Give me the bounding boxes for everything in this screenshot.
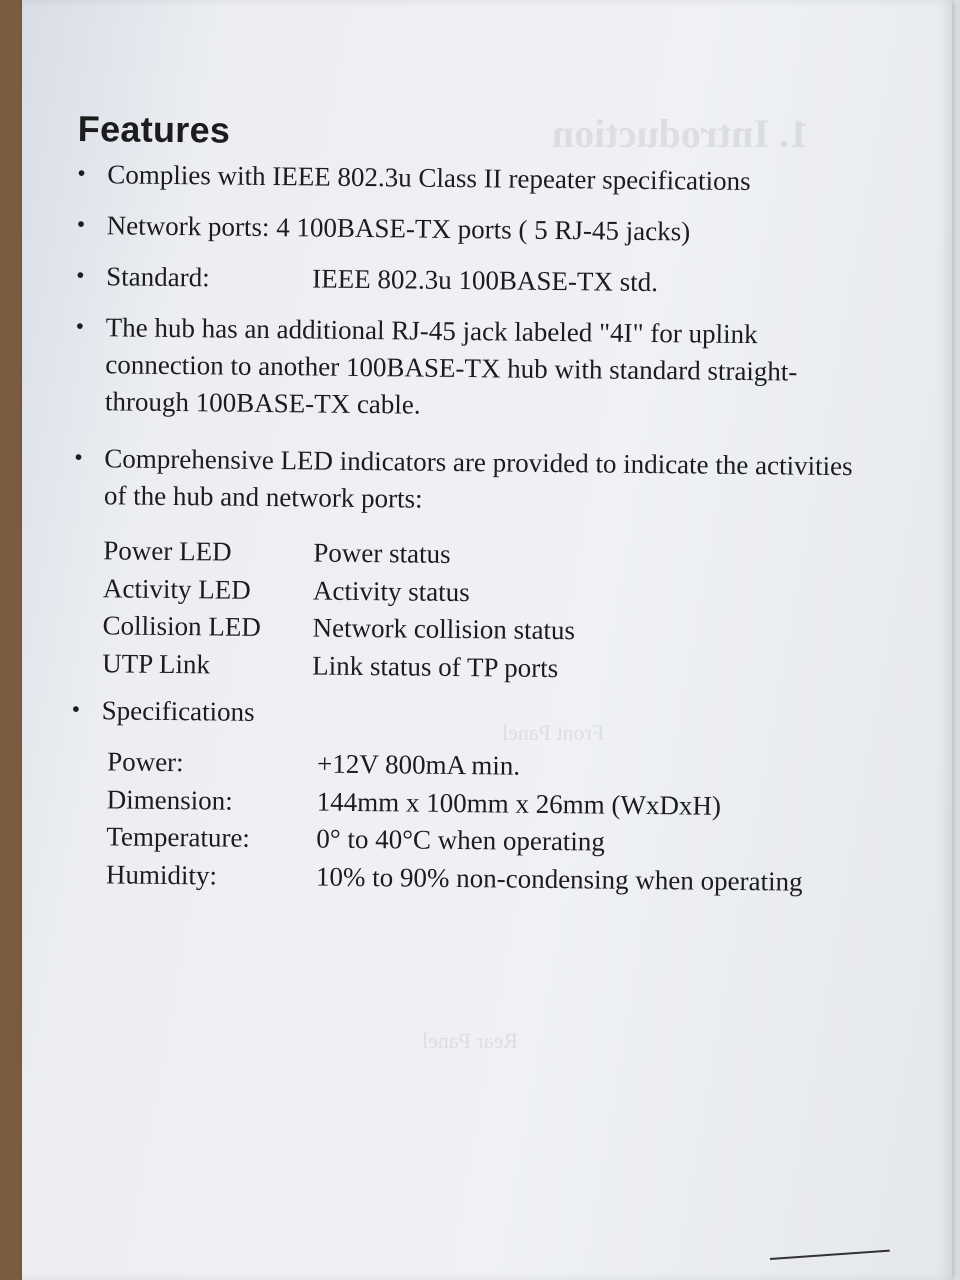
features-section <box>70 108 898 912</box>
spec-value: +12V 800mA min. <box>316 748 521 781</box>
bullet-led-indicators: • Comprehensive LED indicators are provided to indicate the activities of the hub and network ports: <box>74 440 865 522</box>
bullet-specifications: • Specifications <box>71 692 891 738</box>
led-name: Power LED <box>103 535 232 567</box>
show-through-caption-rear: Rear Panel <box>422 1028 518 1053</box>
show-through-title: 1. Introduction <box>552 111 810 156</box>
spec-name: Temperature: <box>106 821 251 853</box>
spec-value: 10% to 90% non-condensing when operating <box>315 861 803 897</box>
bullet-standard <box>76 258 896 304</box>
led-desc: Link status of TP ports <box>312 649 559 683</box>
led-desc: Power status <box>313 537 451 569</box>
led-name: UTP Link <box>102 647 211 679</box>
features-heading: Features <box>77 108 231 151</box>
specs-table <box>106 743 892 901</box>
spec-name: Dimension: <box>106 783 233 816</box>
led-name: Activity LED <box>102 572 251 605</box>
spec-value: 144mm x 100mm x 26mm (WxDxH) <box>316 786 722 821</box>
led-table <box>102 532 894 690</box>
standard-value: IEEE 802.3u 100BASE-TX std. <box>312 263 659 298</box>
led-desc: Network collision status <box>312 612 576 646</box>
show-through-caption-front: Front Panel <box>502 720 605 745</box>
bullet-compliance: • Complies with IEEE 802.3u Class II repeater specifications <box>77 156 897 202</box>
led-name: Collision LED <box>102 610 261 642</box>
spec-name: Power: <box>107 746 184 778</box>
bullet-network-ports: • Network ports: 4 100BASE-TX ports ( 5 RJ-45 jacks) <box>77 207 897 253</box>
spec-name: Humidity: <box>105 858 218 890</box>
standard-label: • Standard: <box>106 261 210 293</box>
led-desc: Activity status <box>312 574 470 607</box>
spec-value: 0° to 40°C when operating <box>316 823 606 857</box>
bullet-uplink: • The hub has an additional RJ-45 jack labeled "4I" for uplink connection to another 100BASE-TX hub with standard straight-through 100BASE-TX cable. <box>75 309 866 428</box>
